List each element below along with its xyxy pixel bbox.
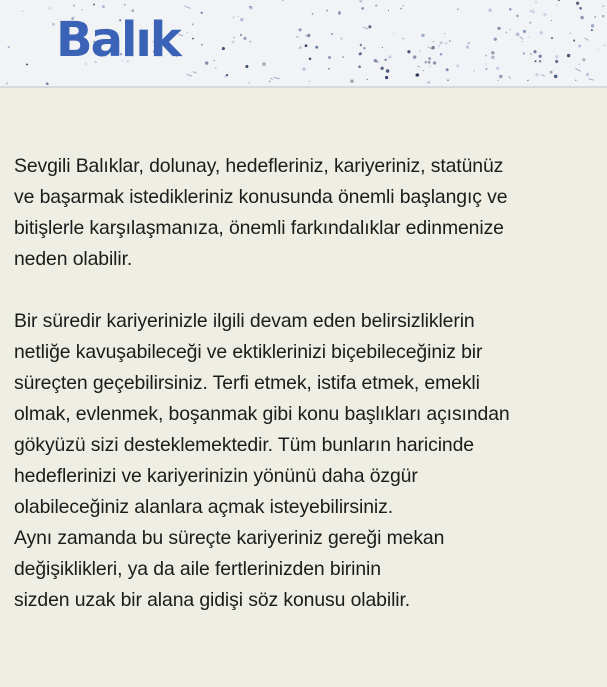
star-dot — [496, 67, 500, 71]
star-dot — [187, 32, 188, 33]
star-dot — [382, 47, 383, 48]
star-streak — [520, 37, 523, 40]
star-dot — [192, 38, 194, 40]
star-dot — [403, 5, 404, 6]
star-dot — [224, 75, 227, 78]
star-dot — [433, 41, 434, 42]
star-dot — [419, 51, 421, 53]
star-dot — [402, 37, 404, 39]
star-dot — [578, 63, 580, 65]
star-dot — [576, 2, 579, 5]
star-dot — [360, 44, 362, 46]
star-dot — [438, 45, 440, 47]
star-dot — [249, 82, 250, 83]
star-dot — [602, 15, 605, 18]
star-dot — [473, 70, 475, 72]
star-dot — [550, 71, 553, 74]
star-dot — [299, 28, 302, 31]
text-line: değişiklikleri, ya da aile fertlerinizden birinin — [14, 558, 381, 580]
star-dot — [446, 68, 449, 71]
star-dot — [529, 22, 531, 24]
star-dot — [250, 41, 252, 43]
star-streak — [575, 69, 581, 72]
star-dot — [328, 68, 330, 70]
star-streak — [185, 6, 191, 9]
star-dot — [338, 12, 341, 15]
text-line: Bir süredir kariyerinizle ilgili devam eden belirsizliklerin — [14, 310, 475, 332]
star-streak — [508, 76, 510, 78]
star-dot — [569, 32, 571, 34]
star-dot — [52, 23, 55, 26]
star-dot — [243, 37, 246, 40]
star-dot — [427, 81, 430, 84]
star-dot — [385, 76, 388, 79]
star-dot — [523, 30, 526, 33]
star-dot — [308, 80, 310, 82]
star-dot — [269, 81, 271, 83]
star-dot — [530, 10, 532, 12]
star-dot — [497, 27, 500, 30]
star-dot — [205, 61, 208, 64]
star-dot — [380, 67, 383, 70]
star-dot — [233, 37, 234, 38]
star-dot — [509, 29, 510, 30]
star-streak — [270, 78, 273, 79]
star-dot — [491, 51, 494, 54]
star-dot — [498, 80, 499, 81]
star-streak — [187, 75, 192, 77]
star-dot — [535, 1, 538, 4]
paragraph-1 — [14, 151, 604, 275]
star-dot — [415, 74, 418, 77]
star-dot — [488, 9, 491, 12]
star-dot — [407, 50, 410, 53]
star-dot — [328, 56, 331, 59]
star-dot — [342, 56, 344, 58]
star-dot — [73, 5, 75, 7]
star-dot — [603, 44, 605, 46]
star-dot — [433, 61, 436, 64]
star-dot — [533, 50, 536, 53]
star-dot — [594, 16, 596, 18]
star-dot — [262, 62, 266, 66]
star-dot — [578, 44, 581, 47]
star-dot — [367, 79, 368, 80]
star-dot — [528, 36, 530, 38]
star-dot — [374, 59, 377, 62]
star-dot — [238, 16, 239, 17]
star-dot — [485, 63, 486, 64]
star-dot — [543, 13, 546, 16]
star-dot — [554, 75, 558, 79]
header-banner — [0, 0, 607, 86]
star-dot — [505, 32, 507, 34]
star-dot — [249, 6, 251, 8]
star-dot — [424, 61, 427, 64]
star-dot — [385, 59, 387, 61]
star-dot — [466, 46, 469, 49]
star-dot — [445, 42, 448, 45]
star-dot — [299, 46, 302, 49]
star-dot — [400, 8, 401, 9]
star-dot — [388, 10, 389, 11]
star-dot — [201, 44, 203, 46]
star-dot — [368, 25, 371, 28]
star-dot — [494, 38, 497, 41]
star-dot — [575, 80, 576, 81]
star-dot — [522, 41, 523, 42]
star-dot — [6, 82, 9, 85]
star-dot — [539, 55, 542, 58]
star-dot — [444, 33, 445, 34]
star-dot — [388, 55, 391, 58]
star-dot — [428, 61, 431, 64]
star-dot — [447, 79, 449, 81]
text-line: Sevgili Balıklar, dolunay, hedefleriniz, kariyeriniz, statünüz — [14, 155, 504, 177]
star-dot — [535, 73, 538, 76]
star-dot — [602, 5, 604, 7]
star-dot — [375, 4, 377, 6]
star-dot — [48, 7, 51, 10]
star-dot — [421, 34, 425, 38]
star-dot — [359, 0, 362, 3]
star-dot — [532, 10, 535, 13]
star-dot — [499, 75, 502, 78]
text-line: ve başarmak istedikleriniz konusunda önemli başlangıç ve — [14, 186, 508, 208]
star-dot — [586, 73, 589, 76]
star-dot — [440, 53, 442, 55]
star-dot — [423, 70, 424, 71]
star-dot — [413, 55, 416, 58]
star-dot — [516, 15, 518, 17]
star-dot — [240, 18, 243, 21]
star-dot — [491, 56, 494, 59]
text-line: sizden uzak bir alana gidişi söz konusu olabilir. — [14, 589, 411, 611]
star-dot — [535, 60, 537, 62]
star-dot — [282, 0, 283, 1]
star-dot — [468, 42, 470, 44]
star-dot — [440, 41, 443, 44]
star-streak — [585, 38, 589, 40]
star-dot — [456, 64, 459, 67]
star-dot — [555, 60, 558, 63]
star-dot — [556, 4, 558, 6]
text-line: olabileceğiniz alanlara açmak isteyebilirsiniz. — [14, 496, 393, 518]
star-streak — [588, 79, 593, 80]
star-streak — [274, 78, 280, 79]
text-line: bitişlerle karşılaşmanıza, önemli farkındalıklar edinmenize — [14, 217, 504, 239]
star-dot — [582, 58, 585, 61]
star-dot — [240, 34, 242, 36]
star-dot — [361, 7, 364, 10]
star-dot — [551, 37, 553, 39]
star-dot — [331, 33, 333, 35]
star-dot — [192, 23, 194, 25]
star-dot — [429, 66, 430, 67]
star-dot — [580, 16, 583, 19]
star-dot — [539, 60, 541, 62]
star-streak — [193, 72, 197, 74]
text-line: gökyüzü sizi desteklemektedir. Tüm bunların haricinde — [14, 434, 474, 456]
star-dot — [393, 33, 394, 34]
star-dot — [8, 46, 10, 48]
text-line: neden olabilir. — [14, 248, 133, 270]
star-dot — [6, 20, 7, 21]
star-dot — [485, 55, 487, 57]
star-dot — [26, 63, 28, 65]
star-dot — [516, 33, 520, 37]
star-streak — [296, 36, 299, 38]
star-dot — [485, 68, 487, 70]
star-dot — [591, 24, 594, 27]
star-dot — [527, 80, 529, 82]
star-dot — [598, 50, 599, 51]
page-title: Balık — [56, 12, 180, 68]
star-dot — [386, 69, 390, 73]
star-dot — [579, 7, 582, 10]
header-divider — [0, 86, 607, 88]
star-dot — [530, 53, 532, 55]
star-dot — [532, 9, 533, 10]
star-dot — [540, 31, 543, 34]
star-dot — [558, 0, 560, 1]
star-dot — [358, 65, 361, 68]
star-dot — [201, 12, 203, 14]
star-dot — [363, 47, 365, 49]
star-dot — [326, 10, 328, 12]
star-dot — [245, 65, 248, 68]
star-dot — [124, 4, 125, 5]
star-dot — [233, 16, 235, 18]
star-streak — [363, 27, 368, 29]
star-dot — [591, 29, 593, 31]
star-dot — [428, 57, 431, 60]
star-dot — [573, 39, 575, 41]
paragraph-2 — [14, 306, 604, 616]
star-dot — [360, 52, 362, 54]
star-dot — [46, 82, 49, 85]
star-streak — [417, 66, 420, 67]
star-dot — [93, 4, 95, 6]
star-dot — [340, 37, 342, 39]
star-dot — [350, 79, 354, 83]
star-dot — [215, 67, 217, 69]
star-dot — [457, 9, 458, 10]
star-dot — [523, 52, 525, 54]
article-body — [14, 151, 604, 647]
star-dot — [509, 8, 512, 11]
star-streak — [542, 74, 545, 76]
star-dot — [312, 13, 314, 15]
star-dot — [567, 54, 570, 57]
star-dot — [305, 44, 308, 47]
star-dot — [309, 58, 312, 61]
star-dot — [302, 67, 305, 70]
star-dot — [315, 46, 318, 49]
star-dot — [555, 55, 558, 58]
star-dot — [22, 11, 23, 12]
text-line: hedeflerinizi ve kariyerinizin yönünü daha özgür — [14, 465, 418, 487]
star-dot — [551, 20, 552, 21]
star-dot — [222, 47, 225, 50]
star-dot — [449, 40, 451, 42]
text-line: olmak, evlenmek, boşanmak gibi konu başlıkları açısından — [14, 403, 510, 425]
text-line: netliğe kavuşabileceği ve ektiklerinizi biçebileceğiniz bir — [14, 341, 483, 363]
text-line: süreçten geçebilirsiniz. Terfi etmek, istifa etmek, emekli — [14, 372, 480, 394]
star-dot — [232, 41, 235, 44]
star-dot — [214, 60, 215, 61]
text-line: Aynı zamanda bu süreçte kariyeriniz gereği mekan — [14, 527, 445, 549]
